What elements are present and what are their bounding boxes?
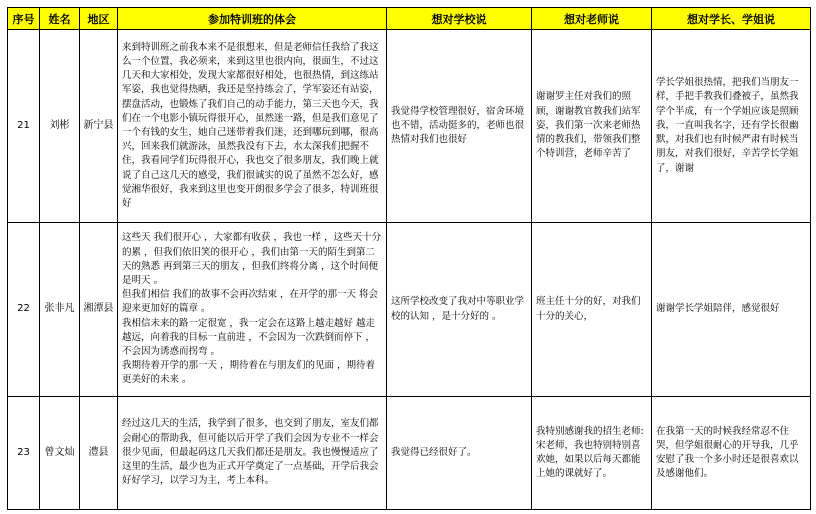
cell-region: 澧县 xyxy=(80,397,118,510)
cell-to-teacher: 谢谢罗主任对我们的照顾，谢谢教官教我们站军姿，我们第一次来老师热情的教我们，带领我们整个特训营，老师辛苦了 xyxy=(532,30,652,223)
cell-region: 湘潭县 xyxy=(80,223,118,397)
table-row xyxy=(8,223,811,397)
cell-to-school: 这所学校改变了我对中等职业学校的认知 ，是十分好的 。 xyxy=(387,223,532,397)
cell-to-seniors: 在我第一天的时候我经常忍不住哭，但学姐很耐心的开导我，几乎安慰了我一个多小时还是很喜欢以及感谢他们。 xyxy=(652,397,811,510)
cell-experience: 来到特训班之前我本来不是很想来，但是老师信任我给了我这么一个位置，我必须来，来到这里也很内向，很面生，不过这几天和大家相处，发现大家都很好相处，也很热情，到这练站军姿，我也觉得热晒，我还是坚持练会了，学军姿还有站姿，摆盘活动，也锻炼了我们自己的动手能力，第三天也今天，我们在一个电影小镇玩得很开心，虽然迷一路，但是我们意见了一个有钱的女生，她自己迷带着我们迷，还到哪玩到哪，很高兴，回来我们就游泳，虽然我没有下去，水太深我们把握不住，我看同学们玩得很开心，我也交了很多朋友，我们晚上就说了自己这几天的感受，我们很诚实的说了虽然不怎么好，感觉湘华很好，我来到这里也变开朗很多学会了很多，特训班很好 xyxy=(118,30,387,223)
table-row xyxy=(8,30,811,223)
header-to-school: 想对学校说 xyxy=(387,8,532,30)
table-row xyxy=(8,397,811,510)
cell-seq: 23 xyxy=(8,397,40,510)
cell-to-seniors: 学长学姐很热情，把我们当朋友一样，手把手教我们叠被子，虽然我学个半成，有一个学姐应该是照顾我，一直叫我名字，还有学长很幽默，对我们也有时候严肃有时候当朋友，对我们很好，辛苦学长学姐了，谢谢 xyxy=(652,30,811,223)
header-experience: 参加特训班的体会 xyxy=(118,8,387,30)
cell-to-school: 我觉得已经很好了。 xyxy=(387,397,532,510)
cell-name: 张非凡 xyxy=(40,223,80,397)
cell-region: 新宁县 xyxy=(80,30,118,223)
feedback-table xyxy=(7,7,811,510)
cell-to-teacher: 班主任十分的好，对我们十分的关心， xyxy=(532,223,652,397)
cell-to-school: 我觉得学校管理很好，宿舍环境也不错，活动挺多的，老师也很热情对我们也很好 xyxy=(387,30,532,223)
cell-seq: 21 xyxy=(8,30,40,223)
header-region: 地区 xyxy=(80,8,118,30)
header-to-seniors: 想对学长、学姐说 xyxy=(652,8,811,30)
header-to-teacher: 想对老师说 xyxy=(532,8,652,30)
student-feedback-sheet xyxy=(7,7,810,512)
header-seq: 序号 xyxy=(8,8,40,30)
cell-experience: 这些天 我们很开心 ，大家都有收获 ，我也一样 ，这些天十分的累 ，但我们依旧笑的很开心 ，我们由第一天的陌生到第二天的熟悉 再到第三天的朋友 ，但我们终将分离 ，这个时间便是明天 。 但我们相信 我们的故事不会再次结束 ，在开学的那一天 将会迎来更加好的篇章 。 我相信未来的路一定很宽 ，我一定会在这路上越走越好 越走越远，向着我的目标一直前进 ，不会因为一次跌倒而停下 ，不会因为诱惑而拐弯 。 我期待着开学的那一天 ，期待着在与朋友们的见面 ，期待着更美好的未来 。 xyxy=(118,223,387,397)
cell-name: 刘彬 xyxy=(40,30,80,223)
cell-name: 曾文灿 xyxy=(40,397,80,510)
header-name: 姓名 xyxy=(40,8,80,30)
cell-seq: 22 xyxy=(8,223,40,397)
cell-to-teacher: 我特别感谢我的招生老师:宋老师，我也特别特别喜欢她，如果以后每天都能上她的课就好了。 xyxy=(532,397,652,510)
cell-experience: 经过这几天的生活，我学到了很多，也交到了朋友，室友们都会耐心的帮助我，但可能以后开学了我们会因为专业不一样会很少见面，但最起码这几天我们都还是朋友。我也慢慢适应了这里的生活，最少也为正式开学奠定了一点基础，开学后我会好好学习，以学习为主，考上本科。 xyxy=(118,397,387,510)
cell-to-seniors: 谢谢学长学姐陪伴，感觉很好 xyxy=(652,223,811,397)
header-row xyxy=(8,8,811,30)
